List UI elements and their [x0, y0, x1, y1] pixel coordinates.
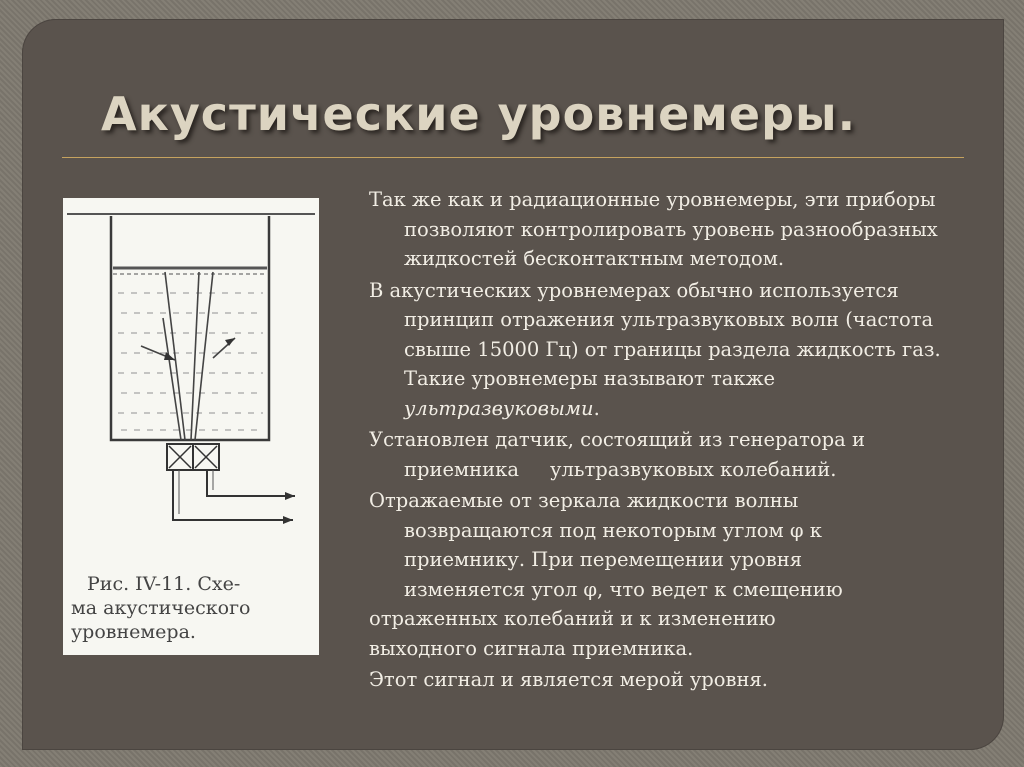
paragraph-5: Этот сигнал и является мерой уровня. — [369, 668, 768, 691]
paragraph-2 — [369, 276, 969, 424]
acoustic-level-gauge-diagram — [63, 198, 319, 655]
figure-caption-line3: уровнемера. — [71, 621, 196, 643]
paragraph-2-text: В акустических уровнемерах обычно используется принцип отражения ультразвуковых волн (частота свыше 15000 Гц) от границы раздела жидкость газ. Такие уровнемеры называют также — [369, 278, 941, 390]
title-divider — [62, 157, 964, 158]
paragraph-4-line2: возвращаются под некоторым углом φ к — [404, 518, 822, 542]
figure-caption-line2: ма акустического — [71, 597, 251, 619]
figure-caption-line1: Рис. IV-11. Схе- — [87, 573, 241, 595]
schematic-figure — [63, 198, 319, 655]
paragraph-4-line3: приемнику. При перемещении уровня — [404, 548, 803, 571]
slide-body — [369, 185, 969, 697]
paragraph-4-line1: Отражаемые от зеркала жидкости волны — [369, 489, 799, 512]
paragraph-3: Установлен датчик, состоящий из генератора и приемника ультразвуковых колебаний. — [369, 428, 872, 481]
paragraph-1: Так же как и радиационные уровнемеры, эти приборы позволяют контролировать уровень разнообразных жидкостей бесконтактным методом. — [369, 188, 938, 270]
slide-title: Акустические уровнемеры. — [101, 87, 857, 141]
paragraph-2-end: . — [593, 396, 600, 420]
paragraph-4-line5: отраженных колебаний и к изменению — [369, 607, 776, 630]
paragraph-4-line6: выходного сигнала приемника. — [369, 636, 694, 660]
paragraph-2-italic-term: ультразвуковыми — [404, 396, 594, 420]
paragraph-4-line4: изменяется угол φ, что ведет к смещению — [404, 577, 843, 601]
paragraph-4 — [369, 486, 969, 663]
